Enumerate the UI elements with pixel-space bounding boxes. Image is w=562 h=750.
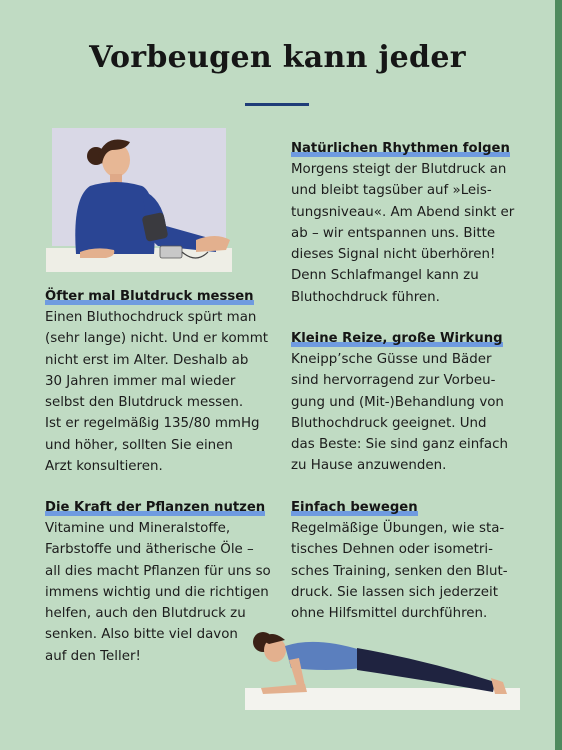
edge-stripe <box>555 0 562 750</box>
leggings <box>357 648 495 692</box>
section-heading: Öfter mal Blutdruck messen <box>45 289 254 304</box>
title-rule <box>245 103 309 106</box>
section-body: Vitamine und Mineralstoffe, Farbstoffe und ätherische Öle – all dies macht Pflanzen für uns so immens wichtig und die richtigen helfen, auch den Blutdruck zu senken. Also bitte viel davon auf den Teller! <box>45 521 271 664</box>
page-title: Vorbeugen kann jeder <box>89 40 466 75</box>
section-bewegen <box>291 496 523 624</box>
bp-monitor <box>160 246 182 258</box>
blood-pressure-illustration <box>46 128 232 272</box>
section-heading: Kleine Reize, große Wirkung <box>291 331 503 346</box>
section-reize <box>291 327 523 477</box>
section-body: Morgens steigt der Blutdruck an und bleibt tagsüber auf »Leis- tungsniveau«. Am Abend sinkt er ab – wir entspannen uns. Bitte dieses Signal nicht überhören! Denn Schlafmangel kann zu Bluthochdruck führen. <box>291 162 515 305</box>
plank-illustration <box>245 628 520 714</box>
section-body: Kneipp’sche Güsse und Bäder sind hervorragend zur Vorbeu- gung und (Mit-)Behandlung von Bluthochdruck geeignet. Und das Beste: Sie sind ganz einfach zu Hause anzuwenden. <box>291 352 508 474</box>
section-heading: Einfach bewegen <box>291 500 418 515</box>
section-blutdruck-messen <box>45 285 277 477</box>
section-body: Einen Bluthochdruck spürt man (sehr lange) nicht. Und er kommt nicht erst im Alter. Deshalb ab 30 Jahren immer mal wieder selbst den Blutdruck messen. Ist er regelmäßig 135/80 mmHg und höher, sollten Sie einen Arzt konsultieren. <box>45 310 268 475</box>
hand <box>196 236 230 252</box>
section-rhythmen <box>291 137 523 308</box>
section-body: Regelmäßige Übungen, wie sta- tisches Dehnen oder isometri- sches Training, senken den Blut- druck. Sie lassen sich jederzeit ohne Hilfsmittel durchführen. <box>291 521 508 622</box>
section-heading: Natürlichen Rhythmen folgen <box>291 141 510 156</box>
section-heading: Die Kraft der Pflanzen nutzen <box>45 500 266 515</box>
section-pflanzen <box>45 496 277 667</box>
